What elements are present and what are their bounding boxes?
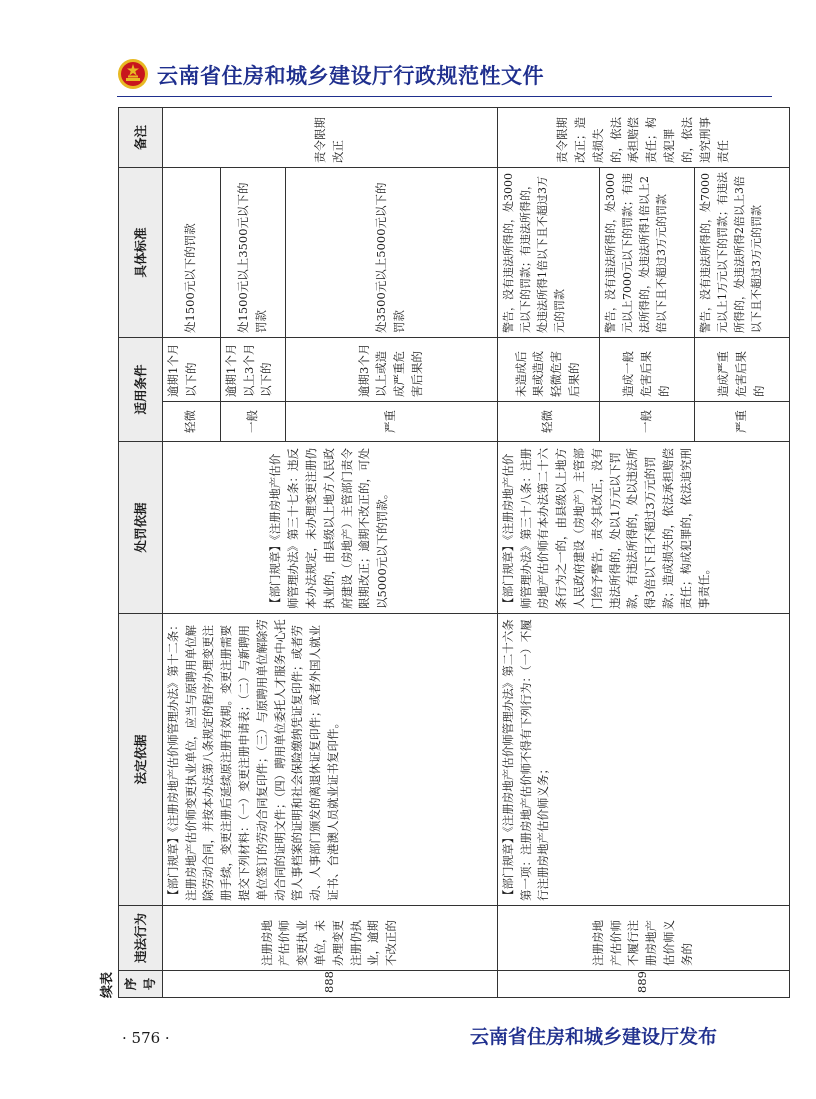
row-888-condition-2: 逾期1个月以上3个月以下的 bbox=[220, 337, 285, 401]
row-889-remarks: 责令限期改正；造成损失的，依法承担赔偿责任；构成犯罪的，依法追究刑事责任 bbox=[497, 107, 789, 167]
row-889-standard-3: 警告，没有违法所得的，处7000元以上1万元以下的罚款；有违法所得的，处违法所得2倍以上3倍以下且不超过3万元的罚款 bbox=[694, 167, 789, 337]
row-889-legal-basis: 【部门规章】《注册房地产估价师管理办法》第二十六条第一项：注册房地产估价师不得有下列行为：（一）不履行注册房地产估价师义务； bbox=[497, 614, 789, 906]
row-888-penalty-basis: 【部门规章】《注册房地产估价师管理办法》第三十七条：违反本办法规定，未办理变更注册仍执业的，由县级以上地方人民政府建设（房地产）主管部门责令限期改正；逾期不改正的，可处以5000元以下的罚款。 bbox=[162, 442, 497, 614]
row-889-condition-1: 未造成后果或造成轻微危害后果的 bbox=[497, 337, 599, 401]
page-header bbox=[117, 56, 737, 96]
row-889-level-2: 一般 bbox=[599, 402, 694, 442]
continuation-label: 续表 bbox=[100, 971, 115, 998]
row-889-penalty-basis: 【部门规章】《注册房地产估价师管理办法》第三十八条：注册房地产估价师有本办法第二十六条行为之一的，由县级以上地方人民政府建设（房地产）主管部门给予警告，责令其改正，没有违法所得的，处以1万元以下罚款，有违法所得的，处以违法所得3倍以下且不超过3万元的罚款；造成损失的，依法承担赔偿责任；构成犯罪的，依法追究刑事责任。 bbox=[497, 442, 789, 614]
header-standard: 具体标准 bbox=[119, 167, 163, 337]
rotated-table-container bbox=[100, 108, 773, 998]
table-header-row bbox=[119, 107, 163, 997]
row-889-standard-2: 警告，没有违法所得的，处3000元以上7000元以下的罚款；有违法所得的，处违法所得1倍以上2倍以下且不超过3万元的罚款 bbox=[599, 167, 694, 337]
row-888-seq: 888 bbox=[162, 971, 497, 998]
header-seq: 序号 bbox=[119, 971, 163, 998]
penalty-standard-table bbox=[118, 107, 790, 998]
publisher-label: 云南省住房和城乡建设厅发布 bbox=[470, 1026, 718, 1048]
header-divider bbox=[117, 96, 772, 97]
header-legal-basis: 法定依据 bbox=[119, 614, 163, 906]
row-888-level-1: 轻微 bbox=[162, 402, 220, 442]
header-remarks: 备注 bbox=[119, 107, 163, 167]
row-888-legal-basis: 【部门规章】《注册房地产估价师管理办法》第十二条：注册房地产估价师变更执业单位，应当与原聘用单位解除劳动合同，并按本办法第八条规定的程序办理变更注册手续，变更注册后延续原注册有效期。变更注册需要提交下列材料：（一）变更注册申请表；（二）与新聘用单位签订的劳动合同复印件；（三）与原聘用单位解除劳动合同的证明文件；（四）聘用单位委托人才服务中心托管人事档案的证明和社会保险缴纳凭证复印件；或者劳动、人事部门颁发的离退休证复印件；或者外国人就业证书、台港澳人员就业证书复印件。 bbox=[162, 614, 497, 906]
row-888-level-2: 一般 bbox=[220, 402, 285, 442]
row-888-standard-1: 处1500元以下的罚款 bbox=[162, 167, 220, 337]
row-888-violation: 注册房地产估价师变更执业单位，未办理变更注册仍执业，逾期不改正的 bbox=[162, 906, 497, 971]
row-889-level-1: 轻微 bbox=[497, 402, 599, 442]
national-emblem-icon bbox=[117, 58, 149, 90]
table-row bbox=[162, 107, 220, 997]
row-889-condition-3: 造成严重危害后果的 bbox=[694, 337, 789, 401]
row-888-level-3: 严重 bbox=[285, 402, 497, 442]
row-888-condition-1: 逾期1个月以下的 bbox=[162, 337, 220, 401]
row-888-standard-2: 处1500元以上3500元以下的罚款 bbox=[220, 167, 285, 337]
row-889-standard-1: 警告，没有违法所得的，处3000元以下的罚款；有违法所得的，处违法所得1倍以下且不超过3万元的罚款 bbox=[497, 167, 599, 337]
header-penalty-basis: 处罚依据 bbox=[119, 442, 163, 614]
document-series-title: 云南省住房和城乡建设厅行政规范性文件 bbox=[157, 64, 544, 88]
row-889-violation: 注册房地产估价师不履行注册房地产估价师义务的 bbox=[497, 906, 789, 971]
row-888-standard-3: 处3500元以上5000元以下的罚款 bbox=[285, 167, 497, 337]
header-violation: 违法行为 bbox=[119, 906, 163, 971]
page-number: · 576 · bbox=[122, 1029, 170, 1047]
header-conditions: 适用条件 bbox=[119, 337, 163, 441]
row-888-condition-3: 逾期3个月以上或造成严重危害后果的 bbox=[285, 337, 497, 401]
row-889-seq: 889 bbox=[497, 971, 789, 998]
row-889-condition-2: 造成一般危害后果的 bbox=[599, 337, 694, 401]
table-row bbox=[497, 107, 599, 997]
row-888-remarks: 责令限期改正 bbox=[162, 107, 497, 167]
row-889-level-3: 严重 bbox=[694, 402, 789, 442]
